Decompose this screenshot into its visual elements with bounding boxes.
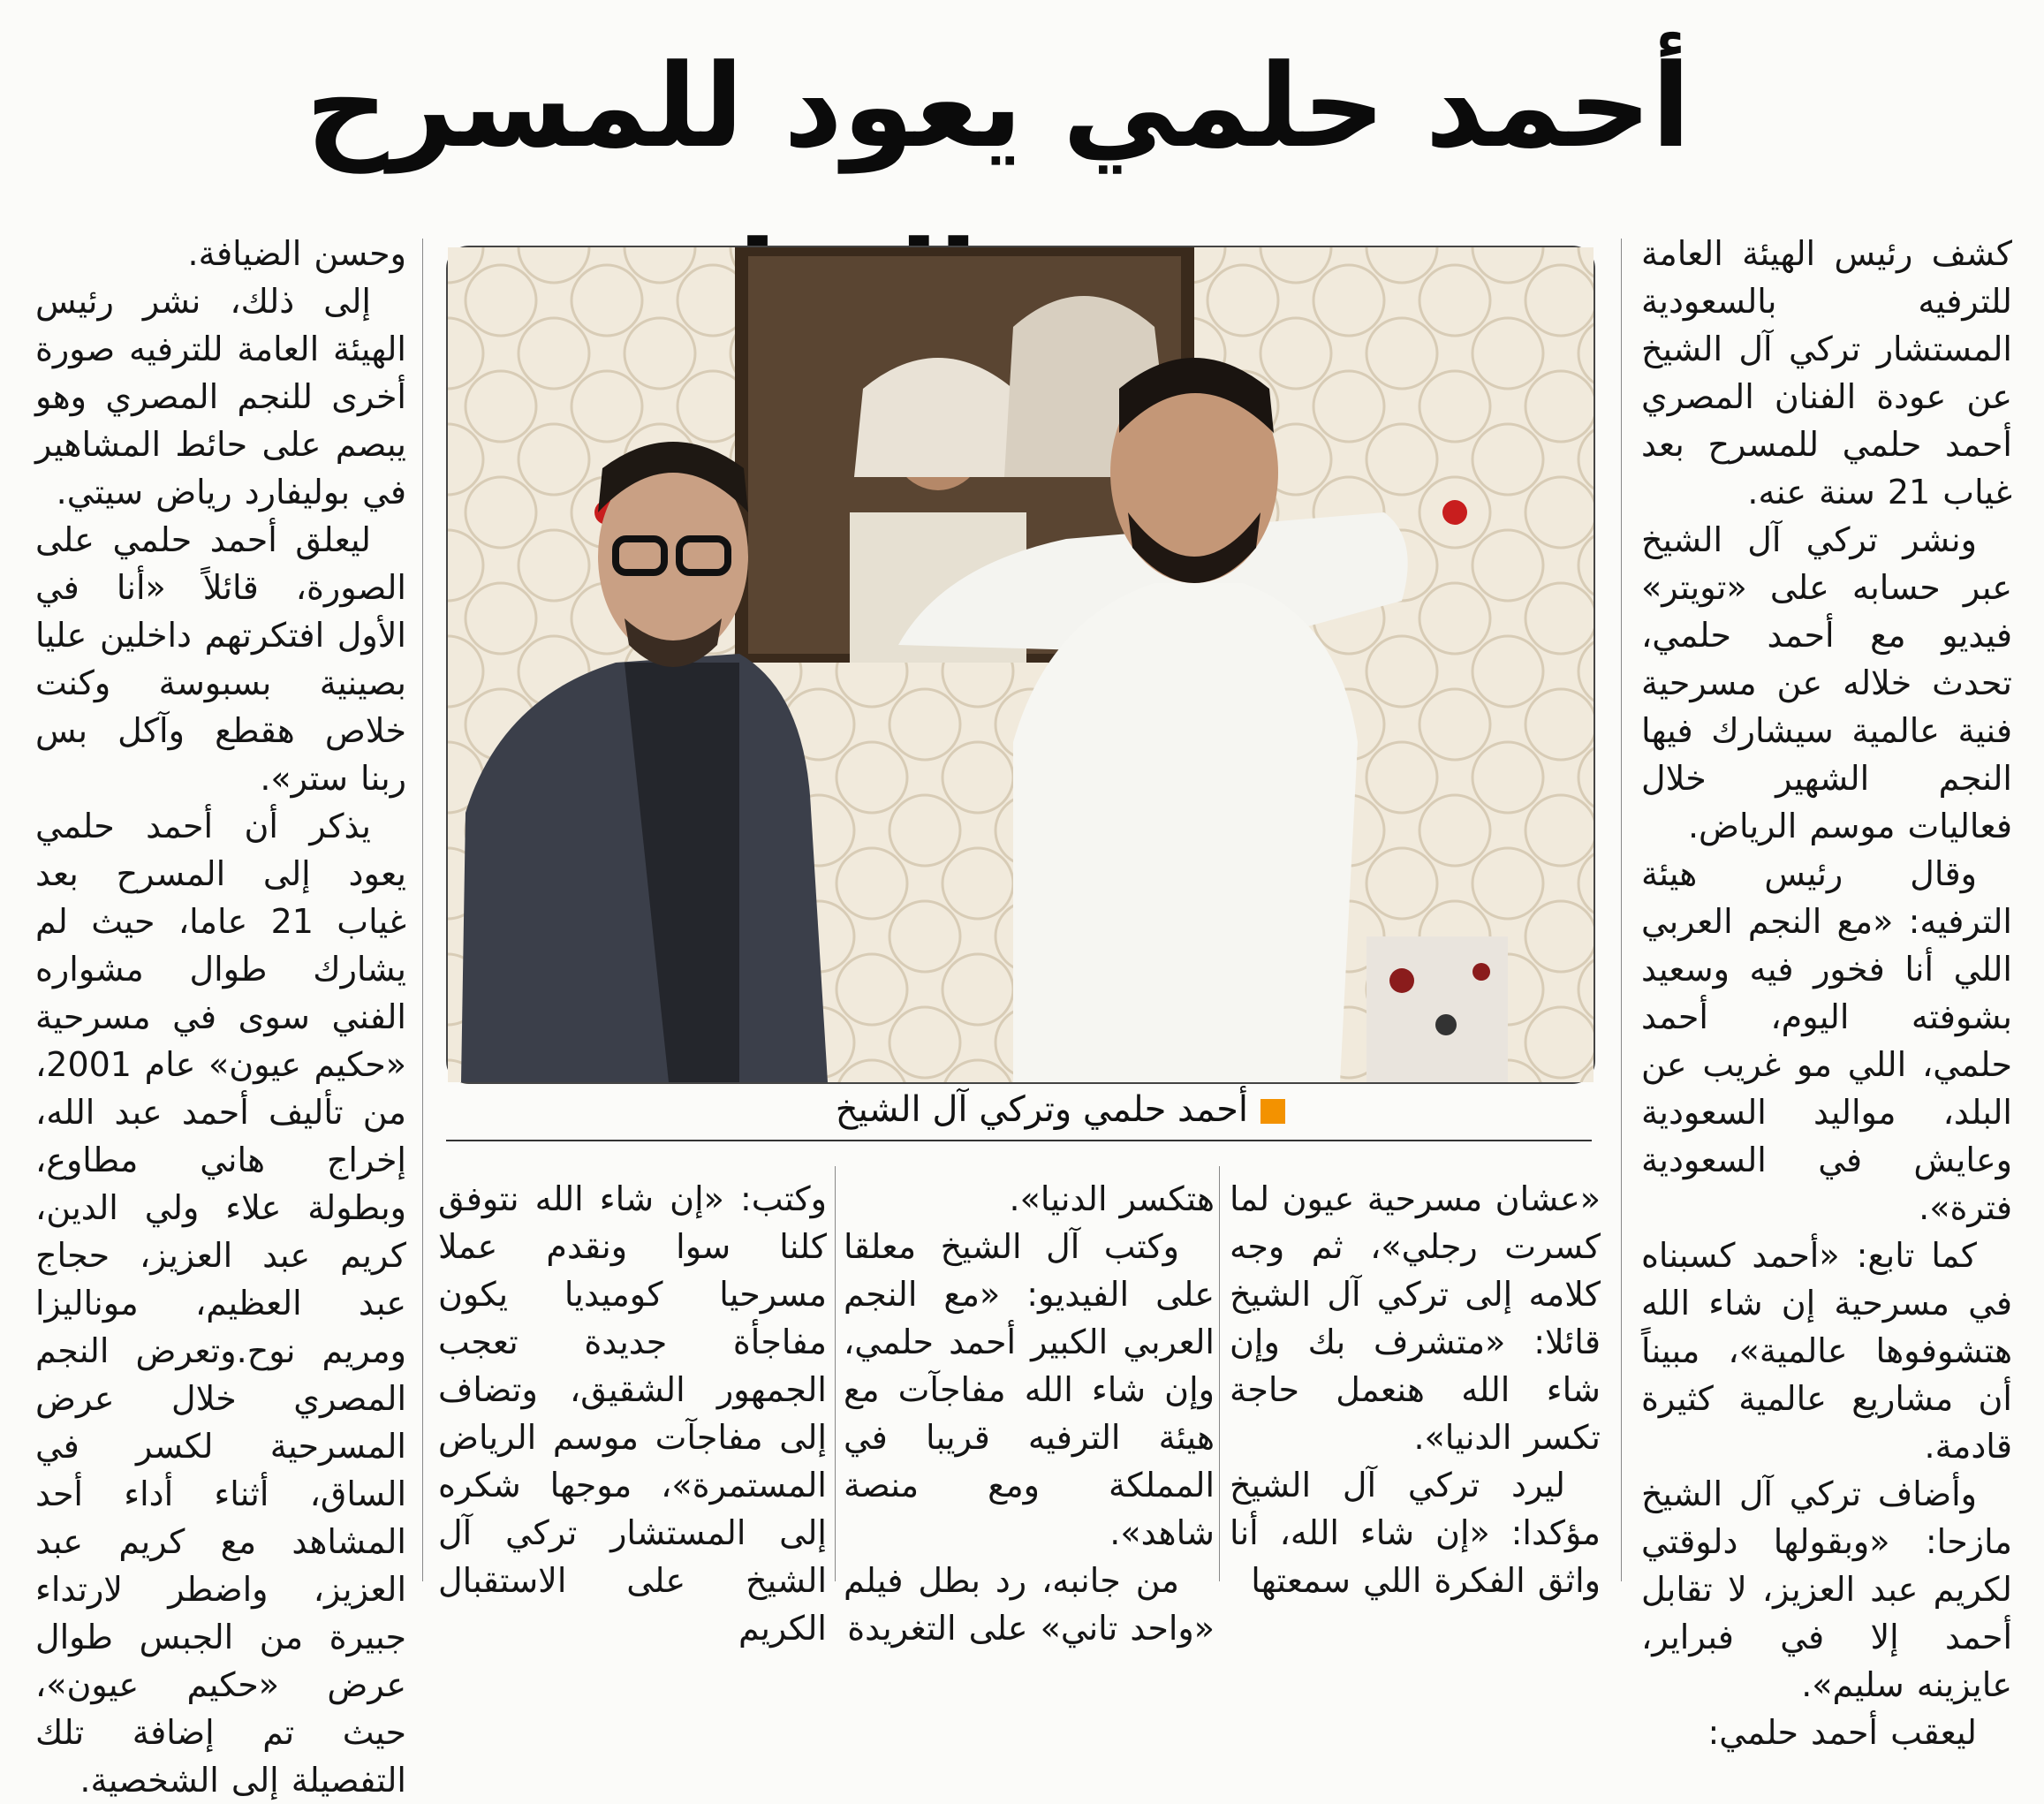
article-column-bottom-3 (438, 1175, 827, 1648)
paragraph: كما تابع: «أحمد كسبناه في مسرحية إن شاء الله هتشوفوها عالمية»، مبيناً أن مشاريع عالمية كثيرة قادمة. (1641, 1236, 2012, 1466)
column-divider (835, 1166, 836, 1581)
caption-rule (446, 1140, 1592, 1141)
paragraph: وكتب: «إن شاء الله نتوفق كلنا سوا ونقدم عملا مسرحيا كوميديا يكون مفاجأة جديدة تعجب الجمهور الشقيق، وتضاف إلى مفاجآت موسم الرياض المستمرة»، موجها شكره إلى المستشار تركي آل الشيخ على الاستقبال الكريم (438, 1179, 827, 1648)
paragraph: من جانبه، رد بطل فيلم «واحد تاني» على التغريدة (844, 1561, 1215, 1648)
article-column-left (35, 230, 406, 1800)
article-photo (446, 246, 1595, 1084)
article-column-right (1641, 230, 2012, 1752)
paragraph: إلى ذلك، نشر رئيس الهيئة العامة للترفيه صورة أخرى للنجم المصري وهو يبصم على حائط المشاهير في بوليفارد رياض سيتي. (35, 282, 406, 512)
article-column-bottom-1 (1230, 1175, 1601, 1600)
article-column-bottom-2 (844, 1175, 1215, 1648)
paragraph: ليعلق أحمد حلمي على الصورة، قائلاً «أنا في الأول افتكرتهم داخلين عليا بصينية بسبوسة وكنت خلاص هقطع وآكل بس ربنا ستر». (35, 520, 406, 798)
caption-text: أحمد حلمي وتركي آل الشيخ (835, 1089, 1248, 1130)
photo-caption (446, 1085, 1285, 1134)
column-divider (1621, 239, 1622, 1581)
paragraph: هتكسر الدنيا». (1009, 1179, 1215, 1218)
paragraph: وقال رئيس هيئة الترفيه: «مع النجم العربي اللي أنا فخور فيه وسعيد بشوفته اليوم، أحمد حلمي، اللي مو غريب عن البلد، مواليد السعودية وعايش في السعودية فترة». (1641, 854, 2012, 1227)
column-divider (1219, 1166, 1220, 1581)
caption-square-icon (1260, 1099, 1285, 1124)
headline: أحمد حلمي يعود للمسرح (306, 39, 1691, 173)
paragraph: ونشر تركي آل الشيخ عبر حسابه على «تويتر» فيديو مع أحمد حلمي، تحدث خلاله عن مسرحية فنية عالمية سيشارك فيها النجم الشهير خلال فعاليات موسم الرياض. (1641, 520, 2012, 845)
photo-illustration (448, 247, 1594, 1082)
paragraph: ليرد تركي آل الشيخ مؤكدا: «إن شاء الله، أنا واثق الفكرة اللي سمعتها (1230, 1466, 1601, 1600)
paragraph: ليعقب أحمد حلمي: (1707, 1713, 1977, 1752)
paragraph: وأضاف تركي آل الشيخ مازحا: «وبقولها دلوقتي لكريم عبد العزيز، لا تقابل أحمد إلا في فبراير، عايزينه سليم». (1641, 1474, 2012, 1704)
paragraph: يذكر أن أحمد حلمي يعود إلى المسرح بعد غياب 21 عاما، حيث لم يشارك طوال مشواره الفني سوى في مسرحية «حكيم عيون» عام 2001، من تأليف أحمد عبد الله، إخراج هاني مطاوع، وبطولة علاء ولي الدين، كريم عبد العزيز، حجاج عبد العظيم، موناليزا ومريم نوح.وتعرض النجم المصري خلال عرض المسرحية لكسر في الساق، أثناء أداء أحد المشاهد مع كريم عبد العزيز، واضطر لارتداء جبيرة من الجبس طوال عرض «حكيم عيون»، حيث تم إضافة تلك التفصيلة إلى الشخصية. (35, 807, 406, 1800)
paragraph: كشف رئيس الهيئة العامة للترفيه بالسعودية المستشار تركي آل الشيخ عن عودة الفنان المصري أحمد حلمي للمسرح بعد غياب 21 سنة عنه. (1641, 234, 2012, 512)
paragraph: وحسن الضيافة. (187, 234, 406, 273)
paragraph: وكتب آل الشيخ معلقا على الفيديو: «مع النجم العربي الكبير أحمد حلمي، وإن شاء الله مفاجآت مع هيئة الترفيه قريبا في المملكة ومع منصة شاهد». (844, 1227, 1215, 1552)
column-divider (422, 239, 423, 1581)
paragraph: «عشان مسرحية عيون لما كسرت رجلي»، ثم وجه كلامه إلى تركي آل الشيخ قائلا: «متشرف بك وإن شاء الله هنعمل حاجة تكسر الدنيا». (1230, 1179, 1601, 1457)
